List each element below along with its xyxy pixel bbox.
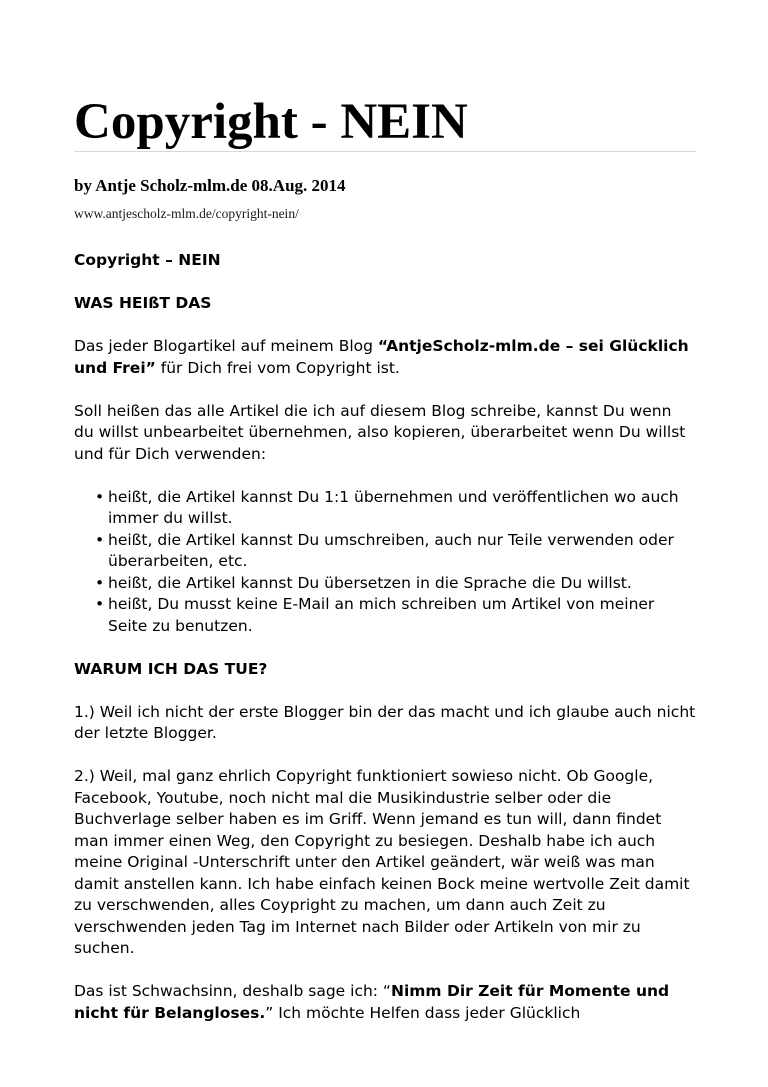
list-item: • heißt, die Artikel kannst Du umschreiben, auch nur Teile verwenden oder überarbeiten, etc.: [95, 530, 674, 570]
paragraph-reason-1: 1.) Weil ich nicht der erste Blogger bin der das macht und ich glaube auch nicht der letzte Blogger.: [74, 702, 696, 742]
bullet-icon: •: [95, 487, 105, 506]
title-divider: [74, 151, 696, 152]
paragraph-reason-2: 2.) Weil, mal ganz ehrlich Copyright funktioniert sowieso nicht. Ob Google, Facebook, Youtube, noch nicht mal die Musikindustrie selber oder die Buchverlage selber haben es im Griff. Wenn jemand es tun will, dann findet man immer einen Weg, den Copyright zu besiegen. Deshalb habe ich auch meine Original -Unterschrift unter den Artikel geändert, wär weiß was man damit anstellen kann. Ich habe einfach keinen Bock meine wertvolle Zeit damit zu verschwenden, alles Coypright zu machen, um dann auch Zeit zu verschwenden jeden Tag im Internet nach Bilder oder Artikeln von mir zu suchen.: [74, 767, 690, 957]
source-url[interactable]: www.antjescholz-mlm.de/copyright-nein/: [74, 206, 299, 221]
byline: by Antje Scholz-mlm.de 08.Aug. 2014: [74, 176, 346, 195]
section-heading-was-heisst-das: WAS HEIßT DAS: [74, 294, 212, 312]
paragraph-conclusion: Das ist Schwachsinn, deshalb sage ich: “Nimm Dir Zeit für Momente und nicht für Belangloses.” Ich möchte Helfen dass jeder Glücklich: [74, 982, 670, 1022]
bullet-icon: •: [95, 573, 105, 592]
quote-bold: Nimm Dir Zeit für Momente und nicht für Belangloses.: [74, 982, 670, 1022]
section-heading-copyright: Copyright – NEIN: [74, 251, 221, 269]
bullet-icon: •: [95, 530, 105, 549]
list-item: • heißt, die Artikel kannst Du 1:1 übernehmen und veröffentlichen wo auch immer du willst.: [95, 487, 679, 527]
blog-name-bold: “AntjeScholz-mlm.de – sei Glücklich und Frei”: [74, 337, 689, 377]
article-body: [74, 250, 696, 1024]
page-title: Copyright - NEIN: [74, 94, 468, 150]
usage-list: [74, 487, 696, 638]
list-item: • heißt, Du musst keine E-Mail an mich schreiben um Artikel von meiner Seite zu benutzen.: [95, 595, 655, 635]
section-heading-warum: WARUM ICH DAS TUE?: [74, 659, 268, 678]
bullet-icon: •: [95, 595, 105, 613]
list-item: • heißt, die Artikel kannst Du übersetzen in die Sprache die Du willst.: [74, 573, 696, 595]
paragraph-usage: Soll heißen das alle Artikel die ich auf diesem Blog schreibe, kannst Du wenn du willst unbearbeitet übernehmen, also kopieren, überarbeitet wenn Du willst und für Dich verwenden:: [74, 401, 686, 463]
paragraph-blog-free: Das jeder Blogartikel auf meinem Blog “AntjeScholz-mlm.de – sei Glücklich und Frei” für Dich frei vom Copyright ist.: [74, 337, 689, 377]
